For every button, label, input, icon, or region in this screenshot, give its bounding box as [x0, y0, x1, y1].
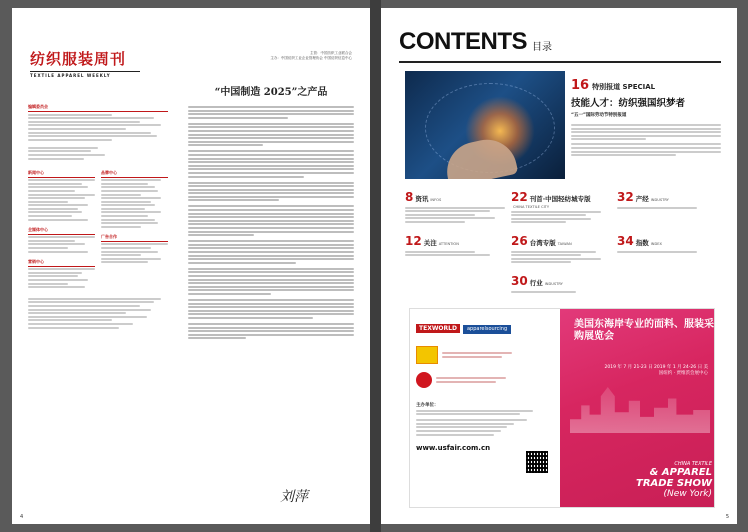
page-number-left: 4 — [20, 514, 24, 520]
page-gutter — [370, 0, 381, 532]
ad-left-panel — [416, 315, 546, 452]
editorial-title: “中国制造 2025”之产品 — [214, 87, 328, 98]
toc-item[interactable]: 22 刊首·中国轻纺城专版 CHINA TEXTILE CITY — [511, 186, 617, 225]
section-council: 编辑委员会 — [28, 104, 168, 112]
toc-item[interactable]: 26 台湾专版 TAIWAN — [511, 230, 617, 265]
section-market: 营销中心 — [28, 259, 95, 267]
toc-item[interactable]: 12 关注 ATTENTION — [405, 230, 511, 265]
section-media: 全媒体中心 — [28, 227, 95, 235]
feature-subtitle: “五一”国际劳动节特别报道 — [571, 113, 627, 118]
page-number-right: 5 — [725, 514, 729, 520]
trade-show-title: CHINA TEXTILE & APPAREL TRADE SHOW (New York) — [636, 461, 712, 499]
editorial — [188, 83, 354, 341]
texworld-logo: TEXWORLD — [416, 324, 460, 333]
masthead-cn: 纺织服装周刊 — [30, 50, 127, 68]
toc-item[interactable]: 32 产经 INDUSTRY — [617, 186, 723, 225]
apparel-sourcing-logo: apparelsourcing — [463, 325, 511, 334]
feature-title: 技能人才：纺织强国织梦者 — [571, 98, 686, 109]
qr-code — [526, 451, 548, 473]
organizer-info: 主办单位： — [416, 402, 546, 436]
ad-right-panel — [560, 309, 715, 508]
sponsor-logo-2 — [416, 372, 546, 388]
section-print: 广告合作 — [101, 234, 168, 242]
editor-signature: 刘萍 — [280, 489, 308, 505]
toc-item[interactable]: 34 指数 INDEX — [617, 230, 723, 265]
host-info: 主管：中国纺织工业联合会 主办：中国纺织工业企业管理协会 中国纺织信息中心 — [270, 51, 352, 60]
toc-grid — [405, 186, 723, 299]
masthead — [30, 48, 140, 78]
right-page — [381, 8, 737, 524]
trade-show-ad[interactable] — [409, 308, 715, 508]
contents-title-en: CONTENTS — [399, 28, 527, 55]
toc-item[interactable]: 8 资讯 INFOS — [405, 186, 511, 225]
ad-dates: 2019 年 7 月 21-23 日 2019 年 1 月 24-26 日 美国纽约 · 贾维茨会展中心 — [604, 365, 708, 376]
toc-item[interactable]: 30 行业 INDUSTRY — [511, 270, 617, 294]
ad-url[interactable]: www.usfair.com.cn — [416, 443, 491, 452]
ad-headline: 美国东海岸专业的面料、服装采购展览会 — [574, 319, 714, 342]
header-rule — [399, 61, 721, 63]
feature-story[interactable] — [571, 74, 721, 158]
masthead-en: TEXTILE APPAREL WEEKLY — [30, 71, 140, 78]
feature-image — [405, 71, 565, 179]
feature-number: 16 — [571, 78, 590, 93]
staff-column — [28, 98, 168, 330]
contents-title-cn: 目录 — [532, 42, 552, 53]
skyline-graphic — [570, 387, 710, 433]
feature-category: 特别报道 SPECIAL — [592, 83, 656, 91]
left-page — [12, 8, 370, 524]
sponsor-logo-1 — [416, 346, 546, 364]
contents-header — [399, 28, 552, 56]
editorial-body — [188, 106, 354, 339]
section-news: 新闻中心 — [28, 170, 95, 178]
section-brand: 品牌中心 — [101, 170, 168, 178]
